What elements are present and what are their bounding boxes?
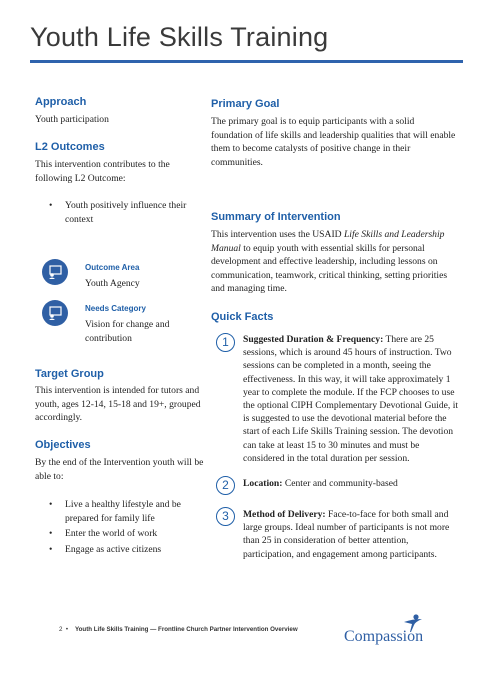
fact-1 xyxy=(243,333,461,465)
fact-3 xyxy=(243,508,461,561)
needs-category-label: Needs Category xyxy=(85,304,146,313)
fact-number-2: 2 xyxy=(216,476,235,495)
quick-facts-heading: Quick Facts xyxy=(211,311,274,323)
primary-goal-text: The primary goal is to equip participants with a solid foundation of life skills and leadership qualities that will enable them to become catalysts of positive change in their communities. xyxy=(211,116,456,168)
footer-separator: • xyxy=(65,626,69,633)
fact-text: Center and community-based xyxy=(282,478,398,489)
list-item: • Live a healthy lifestyle and be prepared for family life xyxy=(35,498,200,525)
fact-label: Location: xyxy=(243,478,283,489)
outcome-area-label: Outcome Area xyxy=(85,263,140,272)
approach-heading: Approach xyxy=(35,96,87,108)
fact-label: Method of Delivery: xyxy=(243,509,326,520)
l2-outcomes-text: This intervention contributes to the following L2 Outcome: xyxy=(35,159,170,184)
list-item: • Engage as active citizens xyxy=(35,543,200,557)
summary-heading: Summary of Intervention xyxy=(211,211,341,223)
page-footer xyxy=(59,626,298,633)
needs-category-value: Vision for change and contribution xyxy=(85,319,170,344)
title-divider xyxy=(30,60,463,63)
fact-2 xyxy=(243,477,461,490)
list-item: • Youth positively influence their context xyxy=(35,199,205,226)
target-group-text: This intervention is intended for tutors and youth, ages 12-14, 15-18 and 19+, grouped accordingly. xyxy=(35,385,201,423)
logo-text: Compassion xyxy=(344,628,424,645)
page-number: 2 xyxy=(59,626,63,633)
summary-text-italic: Life Skills and Leadership Manual xyxy=(211,229,445,254)
list-item: • Enter the world of work xyxy=(35,527,200,541)
fact-number-3: 3 xyxy=(216,507,235,526)
objectives-text: By the end of the Intervention youth will be able to: xyxy=(35,457,204,482)
outcome-area-icon xyxy=(42,259,68,285)
summary-text-post: to equip youth with essential skills for personal development and effective leadership, including lessons on communication, teamwork, critical thinking, setting priorities and managing time. xyxy=(211,242,448,294)
summary-text xyxy=(211,228,456,296)
fact-number-1: 1 xyxy=(216,333,235,352)
target-group-heading: Target Group xyxy=(35,368,104,380)
primary-goal-heading: Primary Goal xyxy=(211,98,280,110)
footer-text: Youth Life Skills Training — Frontline Church Partner Intervention Overview xyxy=(74,626,298,633)
outcome-area-value: Youth Agency xyxy=(85,278,140,289)
approach-text: Youth participation xyxy=(35,114,109,125)
fact-text: There are 25 sessions, which is around 45 hours of instruction. Two sessions can be completed in a month, seeing the effectiveness. In this way, it will take approximately 1 year to complete the module. If the FCP chooses to use the optional CIPH Complementary Devotional Guide, it is suggested to use the devotional material before the start of each Life Skills Training session. The devotion can take at least 15 to 30 minutes and must be considered in the total duration per session. xyxy=(243,334,459,464)
compassion-logo xyxy=(344,620,444,646)
page-title: Youth Life Skills Training xyxy=(30,22,329,52)
l2-bullet-list xyxy=(35,199,205,228)
fact-text: Face-to-face for both small and large groups. Ideal number of participants is not more than 25 in consideration of better attention, participation, and engagement among participants. xyxy=(243,509,450,560)
summary-text-pre: This intervention uses the USAID xyxy=(211,229,344,240)
needs-category-icon xyxy=(42,300,68,326)
objectives-heading: Objectives xyxy=(35,439,91,451)
objectives-bullet-list xyxy=(35,498,200,558)
l2-outcomes-heading: L2 Outcomes xyxy=(35,141,105,153)
fact-label: Suggested Duration & Frequency: xyxy=(243,334,384,345)
